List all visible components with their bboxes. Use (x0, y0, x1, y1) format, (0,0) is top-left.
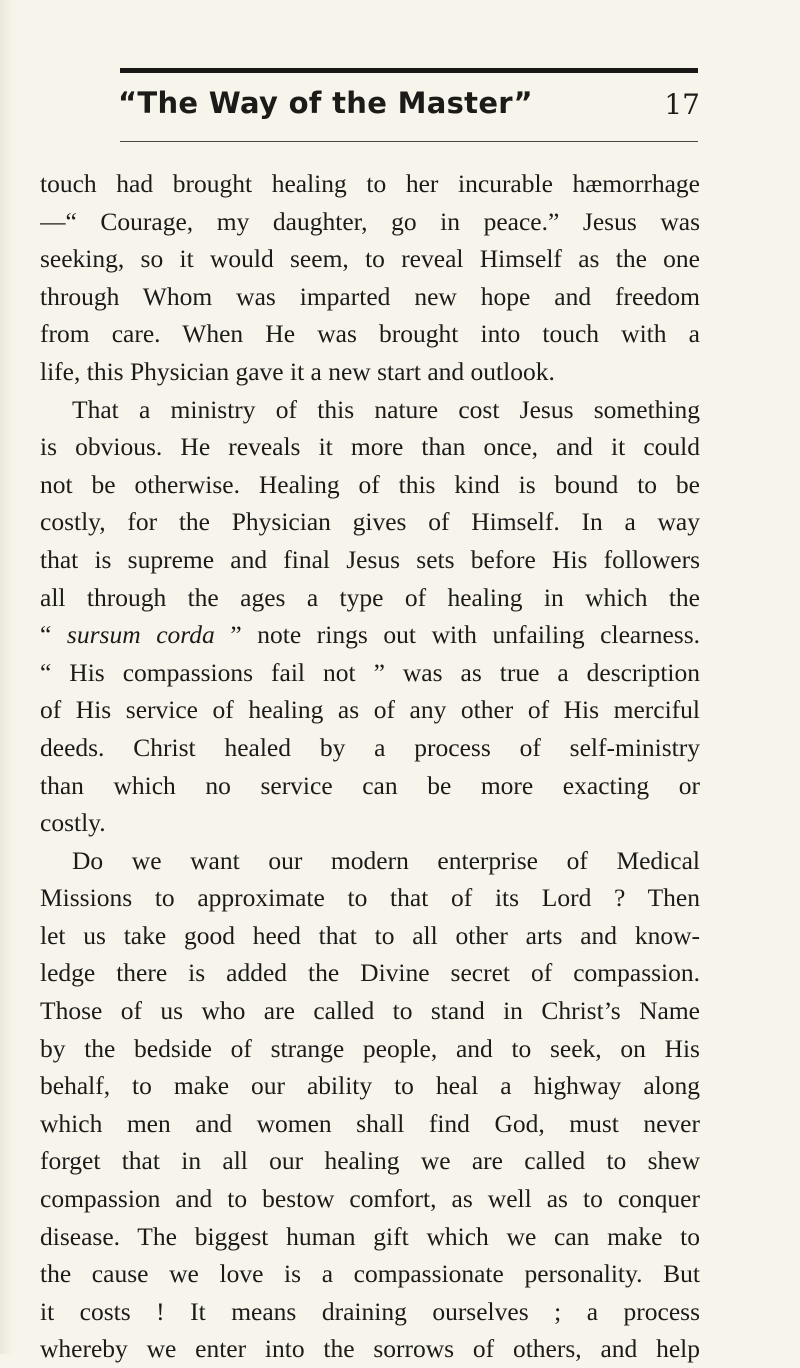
body-text (40, 165, 700, 1368)
text-line: costly, for the Physician gives of Himself. In a way (40, 507, 700, 537)
text-line: forget that in all our healing we are called to shew (40, 1146, 700, 1176)
text-line: that is supreme and final Jesus sets before His followers (40, 544, 700, 574)
text-line: which men and women shall find God, must never (40, 1108, 700, 1138)
text-line: Missions to approximate to that of its Lord ? Then (40, 883, 700, 913)
text-line: touch had brought healing to her incurable hæmorrhage (40, 169, 700, 198)
text-line: it costs ! It means draining ourselves ; a process (40, 1296, 700, 1326)
text-line: compassion and to bestow comfort, as well as to conquer (40, 1184, 700, 1214)
page-number: 17 (664, 88, 700, 121)
text-line: —“ Courage, my daughter, go in peace.” Jesus was (40, 206, 700, 236)
text-line: whereby we enter into the sorrows of others, and help (40, 1334, 700, 1364)
text-line: from care. When He was brought into touch with a (40, 319, 700, 349)
header-top-rule (120, 68, 698, 73)
header-bottom-rule (120, 141, 698, 142)
text-line: behalf, to make our ability to heal a highway along (40, 1071, 700, 1101)
text-line (40, 616, 700, 654)
text-span: “ (40, 620, 67, 650)
text-line: than which no service can be more exacting or (40, 770, 700, 800)
text-line: through Whom was imparted new hope and freedom (40, 281, 700, 311)
text-line: all through the ages a type of healing in which the (40, 582, 700, 612)
text-line: the cause we love is a compassionate personality. But (40, 1259, 700, 1289)
running-header (118, 78, 706, 138)
latin-phrase: sursum corda (66, 620, 215, 650)
text-line: Do we want our modern enterprise of Medical (72, 845, 700, 875)
text-line: life, this Physician gave it a new start and outlook. (40, 356, 555, 386)
text-line: of His service of healing as of any other of His merciful (40, 695, 700, 725)
text-line: let us take good heed that to all other arts and know- (40, 920, 700, 950)
text-line: “ His compassions fail not ” was as true a description (40, 657, 700, 687)
text-span: ” note rings out with unfailing clearness. (214, 620, 700, 650)
page-edge-shadow (0, 0, 14, 1354)
text-line: seeking, so it would seem, to reveal Himself as the one (40, 244, 700, 274)
text-line: by the bedside of strange people, and to seek, on His (40, 1033, 700, 1063)
text-line: Those of us who are called to stand in Christ’s Name (40, 996, 700, 1026)
text-line: ledge there is added the Divine secret of compassion. (40, 958, 700, 988)
text-line: deeds. Christ healed by a process of self-ministry (40, 732, 700, 762)
text-line: is obvious. He reveals it more than once, and it could (40, 432, 700, 462)
text-line: not be otherwise. Healing of this kind is bound to be (40, 469, 700, 499)
text-line: costly. (40, 808, 106, 838)
text-line: That a ministry of this nature cost Jesus something (72, 394, 700, 424)
text-line: disease. The biggest human gift which we can make to (40, 1221, 700, 1251)
running-title: “The Way of the Master” (118, 86, 533, 120)
